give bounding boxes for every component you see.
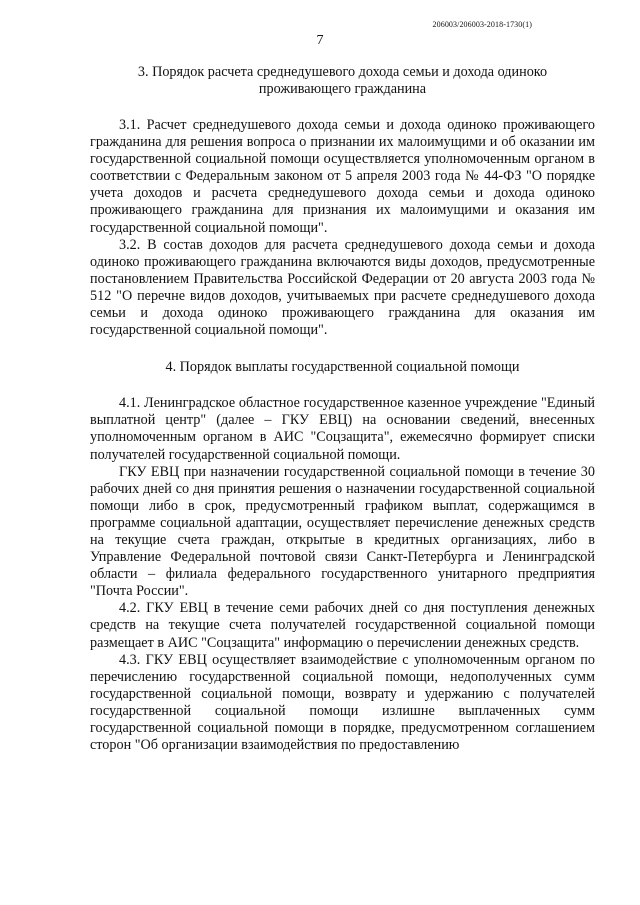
section-3-title-line-2: проживающего гражданина: [258, 81, 427, 97]
document-code: 206003/206003-2018-1730(1): [432, 20, 532, 29]
paragraph-4-3: 4.3. ГКУ ЕВЦ осуществляет взаимодействие с уполномоченным органом по перечислению государственной социальной помощи, недополученных сумм государственной социальной помощи, возврату и удержанию с получателей государственной социальной помощи излишне выплаченных сумм государственной социальной помощи в порядке, предусмотренном соглашением сторон "Об организации взаимодействия по предоставлению: [90, 651, 595, 754]
document-body: [90, 64, 595, 754]
paragraph-3-1: 3.1. Расчет среднедушевого дохода семьи и дохода одиноко проживающего гражданина для решения вопроса о признании их малоимущими и об оказании им государственной социальной помощи осуществляется уполномоченным органом в соответствии с Федеральным законом от 5 апреля 2003 года № 44-ФЗ "О порядке учета доходов и расчета среднедушевого дохода семьи и дохода одиноко проживающего гражданина для признания их малоимущими и оказания им государственной социальной помощи".: [90, 117, 595, 236]
paragraph-4-1: 4.1. Ленинградское областное государственное казенное учреждение "Единый выплатной центр" (далее – ГКУ ЕВЦ) на основании сведений, внесенных уполномоченным органом в АИС "Соцзащита", ежемесячно формирует списки получателей государственной социальной помощи.: [90, 395, 595, 463]
paragraph-4-1-continued: ГКУ ЕВЦ при назначении государственной социальной помощи в течение 30 рабочих дней со дня принятия решения о назначении государственной социальной помощи либо в срок, предусмотренный графиком выплат, содержащимся в программе социальной адаптации, осуществляет перечисление денежных средств на текущие счета граждан, открытые в кредитных организациях, либо в Управление Федеральной почтовой связи Санкт-Петербурга и Ленинградской области – филиала федерального государственного унитарного предприятия "Почта России".: [90, 463, 595, 600]
paragraph-4-2: 4.2. ГКУ ЕВЦ в течение семи рабочих дней со дня поступления денежных средств на текущие счета получателей государственной социальной помощи размещает в АИС "Соцзащита" информацию о перечислении денежных средств.: [90, 600, 595, 651]
section-4-title: 4. Порядок выплаты государственной социальной помощи: [165, 359, 520, 376]
section-3-title: [90, 64, 595, 98]
section-3-title-line-1: 3. Порядок расчета среднедушевого дохода семьи и дохода одиноко: [137, 64, 548, 80]
page-number: 7: [316, 33, 324, 48]
paragraph-3-2: 3.2. В состав доходов для расчета среднедушевого дохода семьи и дохода одиноко проживающего гражданина включаются виды доходов, предусмотренные постановлением Правительства Российской Федерации от 20 августа 2003 года № 512 "О перечне видов доходов, учитываемых при расчете среднедушевого дохода семьи и дохода одиноко проживающего гражданина для оказания им государственной социальной помощи".: [90, 236, 595, 339]
